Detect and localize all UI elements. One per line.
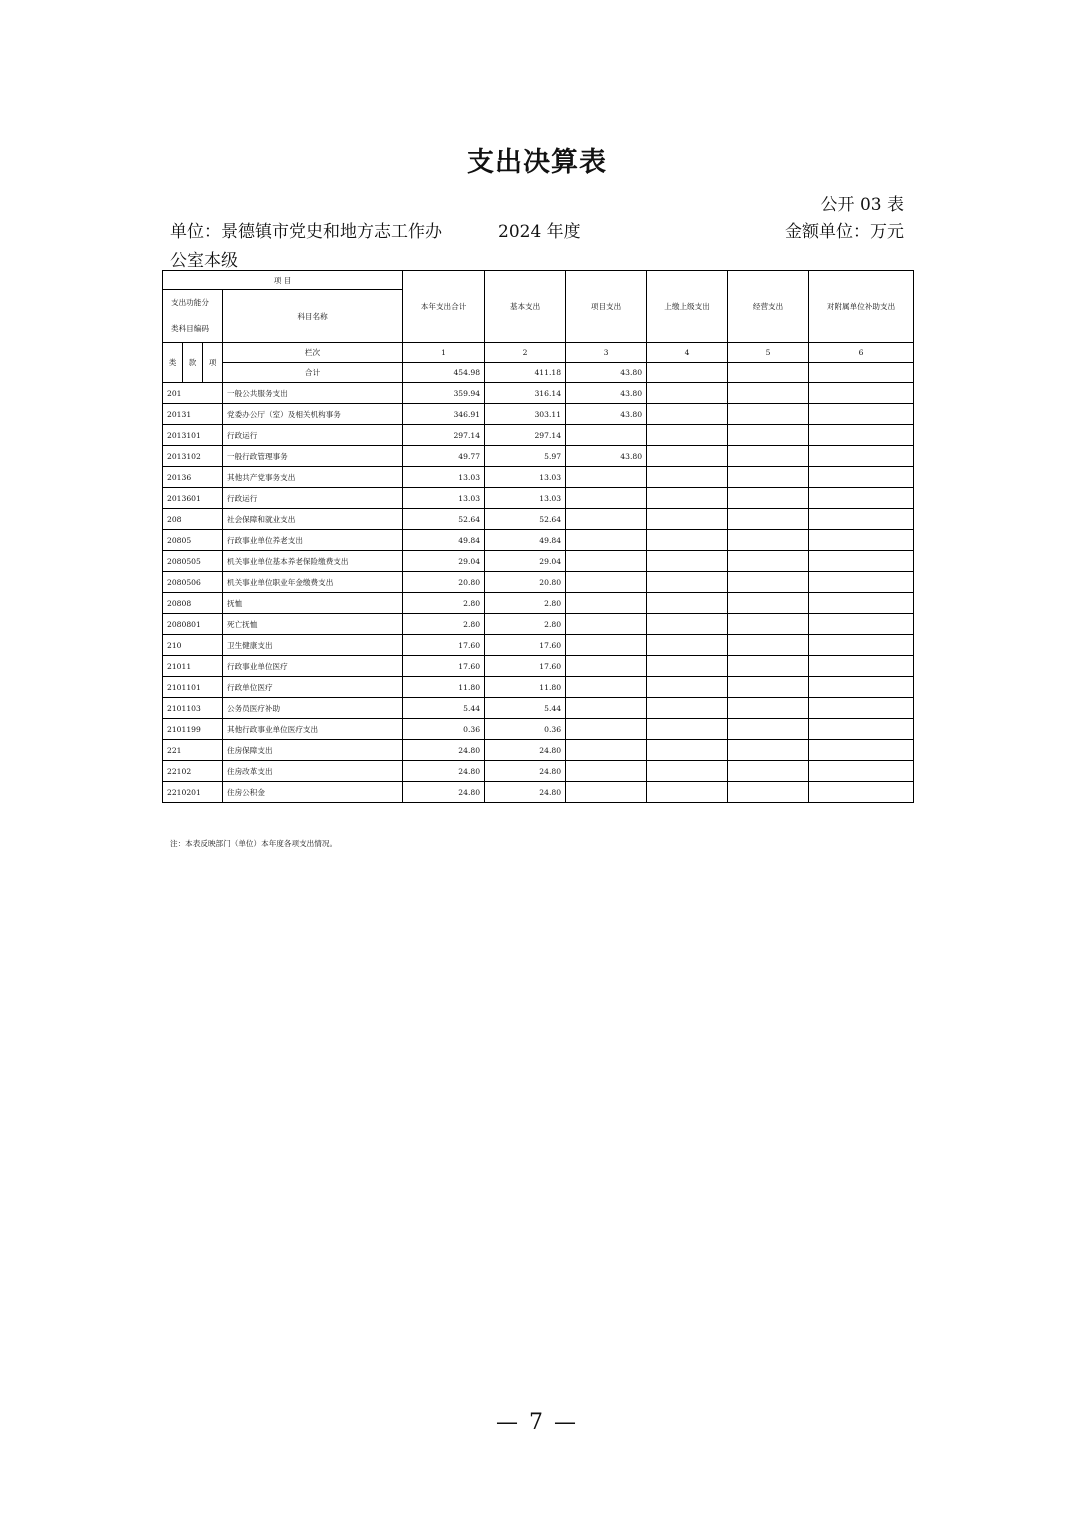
row-value — [809, 530, 914, 551]
row-value: 316.14 — [485, 383, 566, 404]
row-value: 13.03 — [403, 488, 485, 509]
row-code: 2080506 — [163, 572, 223, 593]
row-name: 住房保障支出 — [223, 740, 403, 761]
row-code: 2210201 — [163, 782, 223, 803]
row-value — [728, 740, 809, 761]
row-value — [647, 761, 728, 782]
row-value — [647, 614, 728, 635]
row-value — [728, 593, 809, 614]
table-row — [163, 404, 914, 425]
row-value — [809, 488, 914, 509]
row-name: 行政运行 — [223, 488, 403, 509]
row-value — [728, 782, 809, 803]
row-value — [728, 635, 809, 656]
row-name: 其他行政事业单位医疗支出 — [223, 719, 403, 740]
header-col-6: 对附属单位补助支出 — [809, 271, 914, 343]
row-value — [566, 782, 647, 803]
row-value: 17.60 — [485, 656, 566, 677]
row-value: 297.14 — [403, 425, 485, 446]
row-value — [566, 551, 647, 572]
col-num-1: 1 — [403, 343, 485, 363]
row-value: 346.91 — [403, 404, 485, 425]
header-col-3: 项目支出 — [566, 271, 647, 343]
row-code: 20131 — [163, 404, 223, 425]
header-col-5: 经营支出 — [728, 271, 809, 343]
row-value: 29.04 — [485, 551, 566, 572]
row-value: 52.64 — [485, 509, 566, 530]
money-unit: 金额单位：万元 — [785, 222, 904, 242]
row-value — [809, 698, 914, 719]
row-value: 49.77 — [403, 446, 485, 467]
row-value — [647, 593, 728, 614]
row-value: 2.80 — [403, 614, 485, 635]
row-value — [566, 740, 647, 761]
table-row — [163, 446, 914, 467]
row-name: 其他共产党事务支出 — [223, 467, 403, 488]
fiscal-year: 2024 年度 — [498, 222, 581, 242]
row-code: 208 — [163, 509, 223, 530]
row-value — [647, 488, 728, 509]
row-value — [809, 740, 914, 761]
row-value — [728, 656, 809, 677]
row-code: 2013101 — [163, 425, 223, 446]
row-code: 21011 — [163, 656, 223, 677]
row-value — [566, 614, 647, 635]
row-name: 一般行政管理事务 — [223, 446, 403, 467]
row-code: 2013601 — [163, 488, 223, 509]
table-row — [163, 383, 914, 404]
row-value: 17.60 — [403, 656, 485, 677]
row-value — [647, 635, 728, 656]
header-project: 项 目 — [163, 271, 403, 290]
row-value — [809, 593, 914, 614]
row-value — [647, 656, 728, 677]
table-row — [163, 719, 914, 740]
row-value — [728, 614, 809, 635]
row-code: 2080505 — [163, 551, 223, 572]
total-cell: 411.18 — [485, 363, 566, 383]
total-cell — [647, 363, 728, 383]
row-value: 0.36 — [403, 719, 485, 740]
row-value: 52.64 — [403, 509, 485, 530]
table-note: 注：本表反映部门（单位）本年度各项支出情况。 — [170, 839, 338, 848]
table-row — [163, 530, 914, 551]
row-code: 210 — [163, 635, 223, 656]
table-row — [163, 782, 914, 803]
header-code: 支出功能分类科目编码 — [163, 290, 223, 343]
table-row — [163, 635, 914, 656]
row-value: 11.80 — [403, 677, 485, 698]
table-row — [163, 488, 914, 509]
row-value — [647, 572, 728, 593]
total-cell — [809, 363, 914, 383]
row-name: 机关事业单位职业年金缴费支出 — [223, 572, 403, 593]
row-code: 20808 — [163, 593, 223, 614]
row-value — [728, 677, 809, 698]
row-value: 17.60 — [485, 635, 566, 656]
row-code: 20136 — [163, 467, 223, 488]
row-value — [566, 593, 647, 614]
row-value — [809, 614, 914, 635]
row-value — [728, 425, 809, 446]
row-value — [728, 467, 809, 488]
row-code: 2013102 — [163, 446, 223, 467]
row-value — [728, 572, 809, 593]
row-value — [647, 677, 728, 698]
row-value: 43.80 — [566, 404, 647, 425]
row-value: 5.44 — [403, 698, 485, 719]
row-value: 43.80 — [566, 383, 647, 404]
row-value — [809, 467, 914, 488]
table-row — [163, 467, 914, 488]
total-row — [163, 363, 914, 383]
row-value — [566, 467, 647, 488]
row-value: 303.11 — [485, 404, 566, 425]
row-value — [566, 572, 647, 593]
row-value — [647, 719, 728, 740]
row-name: 住房改革支出 — [223, 761, 403, 782]
row-value: 13.03 — [403, 467, 485, 488]
row-value — [728, 509, 809, 530]
row-value — [809, 572, 914, 593]
row-value — [728, 488, 809, 509]
row-name: 死亡抚恤 — [223, 614, 403, 635]
row-name: 公务员医疗补助 — [223, 698, 403, 719]
row-value — [647, 698, 728, 719]
expenditure-table — [162, 270, 914, 803]
row-code: 2101199 — [163, 719, 223, 740]
row-name: 行政事业单位养老支出 — [223, 530, 403, 551]
row-code: 22102 — [163, 761, 223, 782]
col-num-6: 6 — [809, 343, 914, 363]
row-value — [809, 782, 914, 803]
row-value — [728, 551, 809, 572]
form-number: 公开 03 表 — [820, 195, 904, 215]
row-name: 抚恤 — [223, 593, 403, 614]
row-value — [809, 509, 914, 530]
row-value: 5.97 — [485, 446, 566, 467]
row-value: 24.80 — [485, 782, 566, 803]
table-row — [163, 551, 914, 572]
row-name: 住房公积金 — [223, 782, 403, 803]
row-value — [647, 467, 728, 488]
row-value — [566, 635, 647, 656]
row-value — [647, 530, 728, 551]
row-value: 13.03 — [485, 488, 566, 509]
row-value: 11.80 — [485, 677, 566, 698]
row-value — [647, 782, 728, 803]
row-value — [647, 551, 728, 572]
row-value — [647, 425, 728, 446]
row-value — [809, 635, 914, 656]
row-value: 5.44 — [485, 698, 566, 719]
table-row — [163, 677, 914, 698]
page-title: 支出决算表 — [467, 147, 607, 178]
row-name: 社会保障和就业支出 — [223, 509, 403, 530]
row-value — [566, 677, 647, 698]
row-value — [728, 404, 809, 425]
row-value — [728, 719, 809, 740]
row-value: 2.80 — [485, 593, 566, 614]
row-value — [566, 719, 647, 740]
row-value — [728, 446, 809, 467]
row-code: 201 — [163, 383, 223, 404]
row-code: 2101101 — [163, 677, 223, 698]
row-value — [647, 383, 728, 404]
header-col-2: 基本支出 — [485, 271, 566, 343]
row-value: 13.03 — [485, 467, 566, 488]
row-value — [566, 761, 647, 782]
row-value: 24.80 — [485, 740, 566, 761]
row-value: 24.80 — [403, 740, 485, 761]
row-value: 24.80 — [485, 761, 566, 782]
table-row — [163, 761, 914, 782]
row-value — [647, 404, 728, 425]
table-row — [163, 425, 914, 446]
table-row — [163, 740, 914, 761]
row-value — [809, 719, 914, 740]
total-cell: 454.98 — [403, 363, 485, 383]
table-row — [163, 656, 914, 677]
header-lanci: 栏次 — [223, 343, 403, 363]
col-num-5: 5 — [728, 343, 809, 363]
row-value: 43.80 — [566, 446, 647, 467]
table-row — [163, 593, 914, 614]
header-name: 科目名称 — [223, 290, 403, 343]
row-value — [809, 761, 914, 782]
table-row — [163, 614, 914, 635]
row-value: 29.04 — [403, 551, 485, 572]
col-num-4: 4 — [647, 343, 728, 363]
row-value: 24.80 — [403, 761, 485, 782]
row-value — [566, 530, 647, 551]
row-value — [809, 446, 914, 467]
row-value — [809, 425, 914, 446]
row-value — [728, 698, 809, 719]
row-value — [566, 509, 647, 530]
row-value — [566, 698, 647, 719]
table-row — [163, 509, 914, 530]
row-value — [647, 740, 728, 761]
row-value: 297.14 — [485, 425, 566, 446]
row-value — [809, 677, 914, 698]
row-value — [566, 425, 647, 446]
row-name: 机关事业单位基本养老保险缴费支出 — [223, 551, 403, 572]
row-value: 17.60 — [403, 635, 485, 656]
row-value: 20.80 — [403, 572, 485, 593]
row-value: 49.84 — [403, 530, 485, 551]
row-value — [566, 656, 647, 677]
row-code: 20805 — [163, 530, 223, 551]
header-lei: 类 — [163, 343, 183, 383]
row-value: 0.36 — [485, 719, 566, 740]
row-value: 49.84 — [485, 530, 566, 551]
row-value — [728, 383, 809, 404]
row-value — [566, 488, 647, 509]
row-value — [809, 404, 914, 425]
row-name: 党委办公厅（室）及相关机构事务 — [223, 404, 403, 425]
row-value — [809, 383, 914, 404]
row-code: 2080801 — [163, 614, 223, 635]
row-value — [728, 530, 809, 551]
table-row — [163, 572, 914, 593]
row-name: 一般公共服务支出 — [223, 383, 403, 404]
table-row — [163, 698, 914, 719]
row-name: 行政单位医疗 — [223, 677, 403, 698]
unit-name: 单位：景德镇市党史和地方志工作办公室本级 — [170, 222, 442, 271]
row-value: 24.80 — [403, 782, 485, 803]
total-cell: 43.80 — [566, 363, 647, 383]
col-num-3: 3 — [566, 343, 647, 363]
row-name: 卫生健康支出 — [223, 635, 403, 656]
row-value: 2.80 — [403, 593, 485, 614]
row-code: 2101103 — [163, 698, 223, 719]
header-xiang: 项 — [203, 343, 223, 383]
header-col-4: 上缴上级支出 — [647, 271, 728, 343]
row-value — [728, 761, 809, 782]
row-name: 行政事业单位医疗 — [223, 656, 403, 677]
row-value — [647, 509, 728, 530]
row-value: 2.80 — [485, 614, 566, 635]
row-value — [647, 446, 728, 467]
row-code: 221 — [163, 740, 223, 761]
col-num-2: 2 — [485, 343, 566, 363]
row-value — [809, 656, 914, 677]
header-kuan: 款 — [183, 343, 203, 383]
total-label: 合计 — [223, 363, 403, 383]
row-name: 行政运行 — [223, 425, 403, 446]
header-col-1: 本年支出合计 — [403, 271, 485, 343]
page-number: — 7 — — [496, 1410, 578, 1435]
row-value: 20.80 — [485, 572, 566, 593]
row-value — [809, 551, 914, 572]
row-value: 359.94 — [403, 383, 485, 404]
total-cell — [728, 363, 809, 383]
